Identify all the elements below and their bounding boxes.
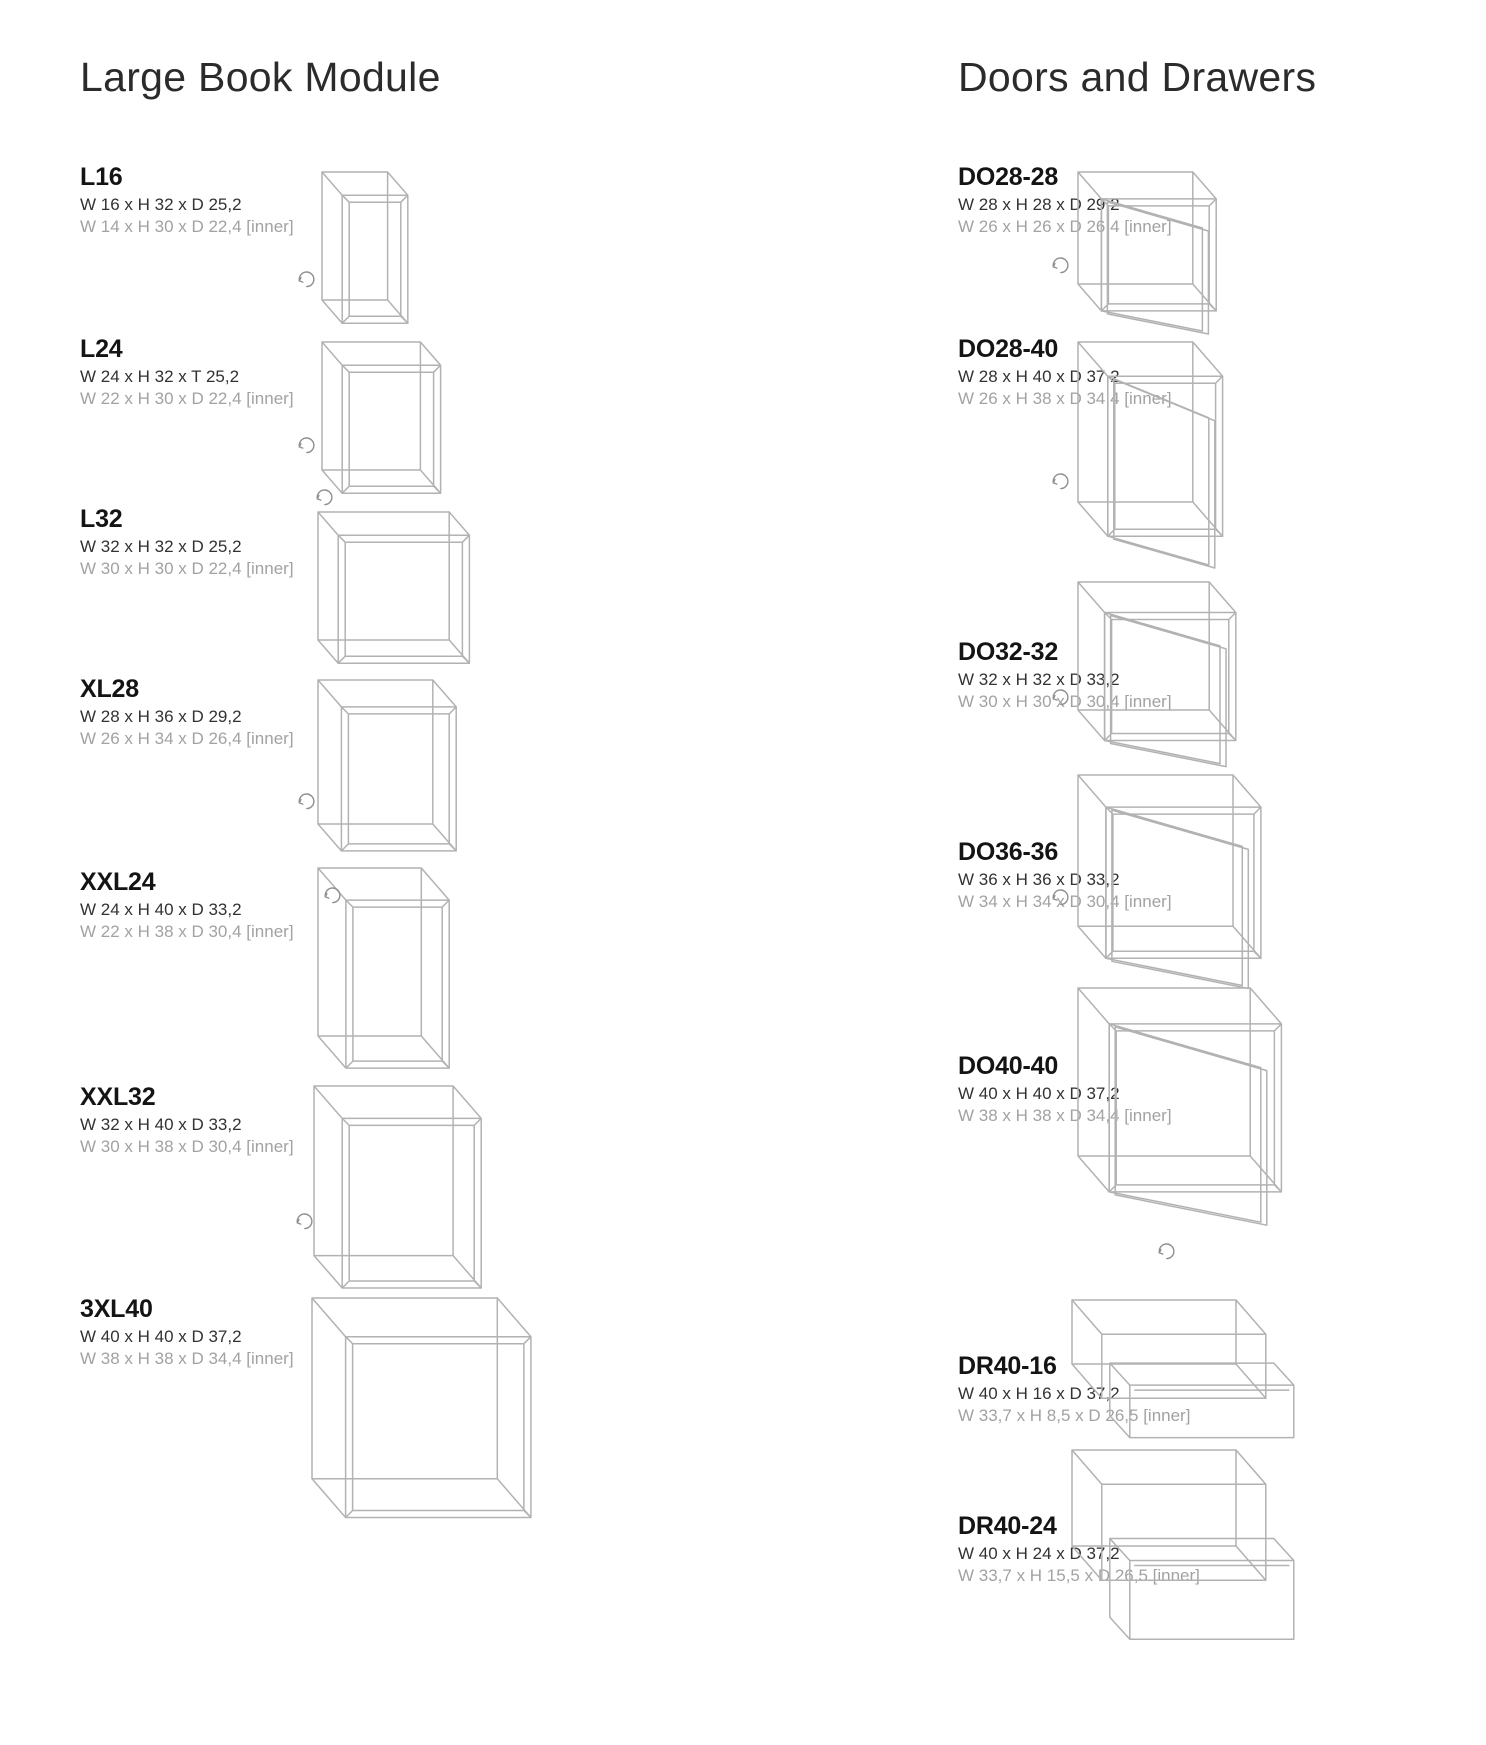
module-inner-dimensions: W 30 x H 30 x D 30,4 [inner] — [958, 692, 1172, 711]
module-inner-dimensions: W 34 x H 34 x D 30,4 [inner] — [958, 892, 1172, 911]
module-inner-dimensions: W 22 x H 30 x D 22,4 [inner] — [80, 389, 294, 408]
module-wireframe-drawing — [1072, 1450, 1470, 1730]
module-inner-dimensions: W 26 x H 38 x D 34,4 [inner] — [958, 389, 1172, 408]
module-name: DO28-28 — [958, 163, 1059, 191]
module-name: L24 — [80, 335, 123, 363]
module-inner-dimensions: W 30 x H 38 x D 30,4 [inner] — [80, 1137, 294, 1156]
module-item-xl28 — [80, 675, 294, 750]
rotate-view-icon — [1042, 894, 1066, 918]
module-inner-dimensions: W 22 x H 38 x D 30,4 [inner] — [80, 922, 294, 941]
module-item-l32 — [80, 505, 294, 580]
rotate-view-icon — [1042, 262, 1066, 286]
module-outer-dimensions: W 16 x H 32 x D 25,2 — [80, 195, 242, 214]
module-outer-dimensions: W 24 x H 40 x D 33,2 — [80, 900, 242, 919]
module-outer-dimensions: W 28 x H 36 x D 29,2 — [80, 707, 242, 726]
module-inner-dimensions: W 14 x H 30 x D 22,4 [inner] — [80, 217, 294, 236]
module-name: DO36-36 — [958, 838, 1059, 866]
rotate-view-icon — [288, 798, 312, 822]
module-outer-dimensions: W 24 x H 32 x T 25,2 — [80, 367, 240, 386]
module-item-3xl40 — [80, 1295, 294, 1370]
module-outer-dimensions: W 40 x H 24 x D 37,2 — [958, 1544, 1120, 1563]
module-name: DO40-40 — [958, 1052, 1059, 1080]
module-inner-dimensions: W 33,7 x H 8,5 x D 26,5 [inner] — [958, 1406, 1191, 1425]
module-item-xxl24 — [80, 868, 294, 943]
module-name: DR40-24 — [958, 1512, 1057, 1540]
module-inner-dimensions: W 26 x H 26 x D 26,4 [inner] — [958, 217, 1172, 236]
rotate-view-icon — [1042, 694, 1066, 718]
module-inner-dimensions: W 38 x H 38 x D 34,4 [inner] — [80, 1349, 294, 1368]
module-item-l16 — [80, 163, 294, 238]
rotate-view-icon — [288, 276, 312, 300]
module-name: DO28-40 — [958, 335, 1059, 363]
module-outer-dimensions: W 28 x H 40 x D 37,2 — [958, 367, 1120, 386]
module-outer-dimensions: W 28 x H 28 x D 29,2 — [958, 195, 1120, 214]
module-name: XXL24 — [80, 868, 156, 896]
rotate-view-icon — [1148, 1248, 1172, 1272]
left-column-title: Large Book Module — [80, 54, 441, 100]
module-name: L32 — [80, 505, 123, 533]
module-item-xxl32 — [80, 1083, 294, 1158]
module-name: XL28 — [80, 675, 139, 703]
right-column-title: Doors and Drawers — [958, 54, 1317, 100]
rotate-view-icon — [286, 1218, 310, 1242]
module-inner-dimensions: W 38 x H 38 x D 34,4 [inner] — [958, 1106, 1172, 1125]
module-outer-dimensions: W 32 x H 32 x D 25,2 — [80, 537, 242, 556]
module-name: L16 — [80, 163, 123, 191]
module-item-l24 — [80, 335, 294, 410]
module-name: XXL32 — [80, 1083, 156, 1111]
rotate-view-icon — [306, 494, 330, 518]
rotate-view-icon — [288, 442, 312, 466]
module-outer-dimensions: W 40 x H 16 x D 37,2 — [958, 1384, 1120, 1403]
module-name: 3XL40 — [80, 1295, 153, 1323]
rotate-view-icon — [314, 892, 338, 916]
rotate-view-icon — [1042, 478, 1066, 502]
module-outer-dimensions: W 32 x H 40 x D 33,2 — [80, 1115, 242, 1134]
module-outer-dimensions: W 36 x H 36 x D 33,2 — [958, 870, 1120, 889]
module-outer-dimensions: W 40 x H 40 x D 37,2 — [958, 1084, 1120, 1103]
module-inner-dimensions: W 26 x H 34 x D 26,4 [inner] — [80, 729, 294, 748]
module-outer-dimensions: W 40 x H 40 x D 37,2 — [80, 1327, 242, 1346]
module-wireframe-drawing — [312, 1298, 757, 1692]
module-inner-dimensions: W 33,7 x H 15,5 x D 26,5 [inner] — [958, 1566, 1200, 1585]
module-name: DO32-32 — [958, 638, 1059, 666]
module-inner-dimensions: W 30 x H 30 x D 22,4 [inner] — [80, 559, 294, 578]
module-outer-dimensions: W 32 x H 32 x D 33,2 — [958, 670, 1120, 689]
module-name: DR40-16 — [958, 1352, 1057, 1380]
